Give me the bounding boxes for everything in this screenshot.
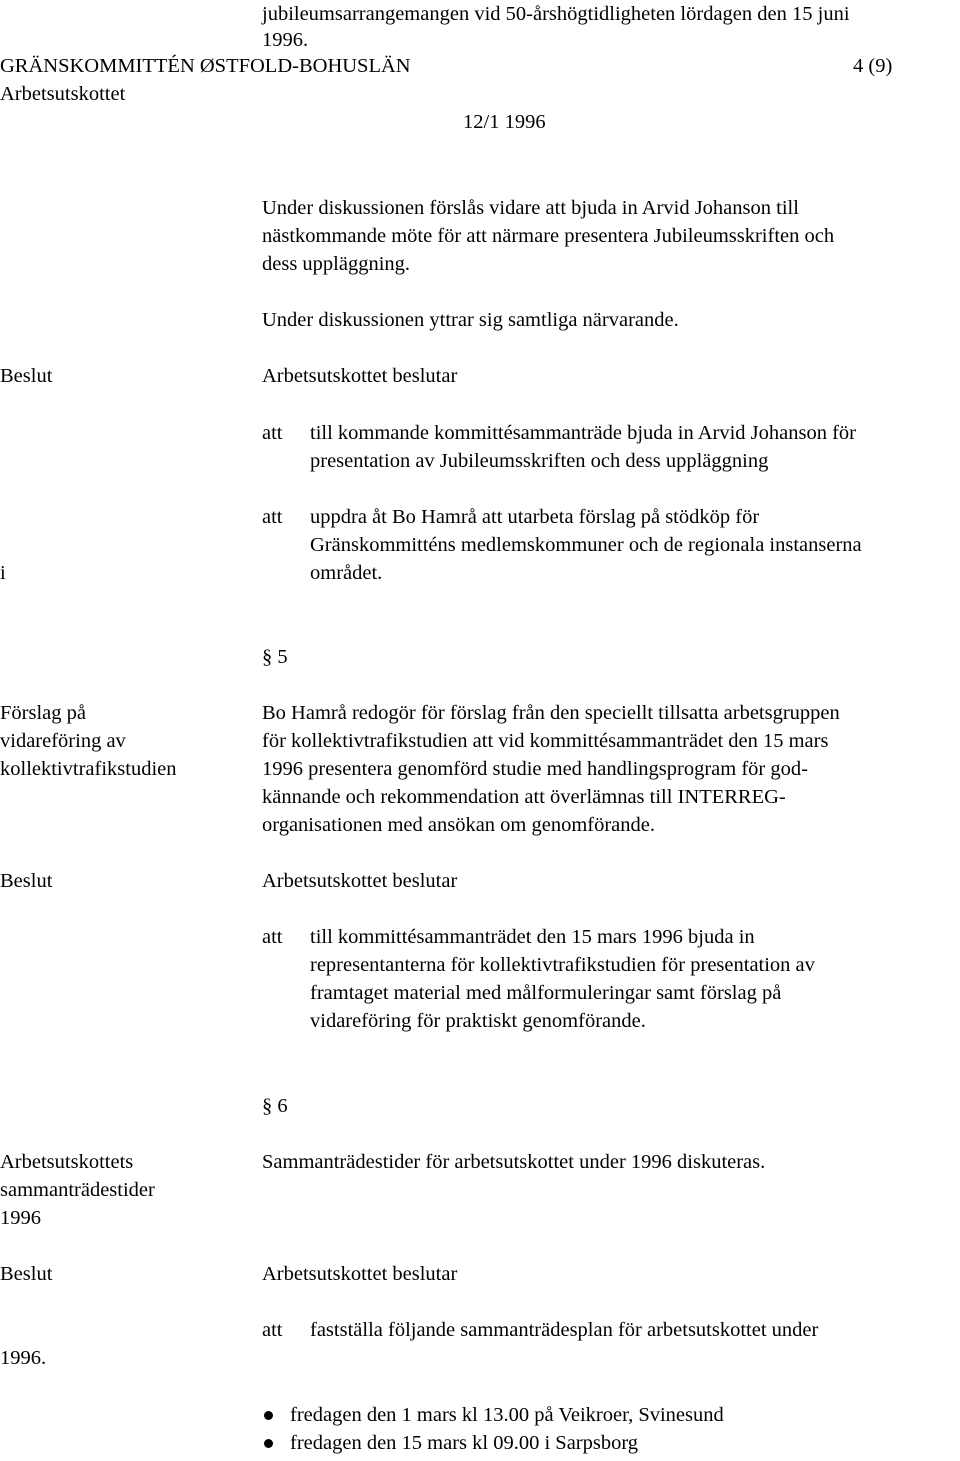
bullet-icon	[264, 1439, 273, 1448]
s5-body-line-5: organisationen med ansökan om genomförande.	[262, 814, 656, 836]
s6-decision-label: Beslut	[0, 1263, 53, 1285]
s4-decision-label: Beslut	[0, 365, 53, 387]
s6-body: Sammanträdestider för arbetsutskottet under 1996 diskuteras.	[262, 1151, 766, 1173]
s6-item-att: att	[262, 1319, 283, 1341]
s5-body-line-1: Bo Hamrå redogör för förslag från den speciellt tillsatta arbetsgruppen	[262, 702, 840, 724]
s6-bullet-1: fredagen den 1 mars kl 13.00 på Veikroer, Svinesund	[290, 1404, 724, 1426]
s4-item2-line-2: Gränskommitténs medlemskommuner och de regionala instanserna	[310, 534, 862, 556]
section-5-heading: § 5	[262, 646, 288, 668]
organization-name: GRÄNSKOMMITTÉN ØSTFOLD-BOHUSLÄN	[0, 55, 411, 77]
s5-topic-line-2: vidareföring av	[0, 730, 126, 752]
s4-item2-line-1: uppdra åt Bo Hamrå att utarbeta förslag på stödköp för	[310, 506, 760, 528]
continuation-line-2: 1996.	[262, 29, 309, 51]
s4-item2-att: att	[262, 506, 283, 528]
s5-item-line-3: framtaget material med målformuleringar samt förslag på	[310, 982, 782, 1004]
s5-decision-intro: Arbetsutskottet beslutar	[262, 870, 458, 892]
s6-item-continuation: 1996.	[0, 1347, 47, 1369]
s5-item-line-1: till kommittésammanträdet den 15 mars 1996 bjuda in	[310, 926, 755, 948]
page-number: 4 (9)	[853, 55, 893, 77]
s6-topic-line-1: Arbetsutskottets	[0, 1151, 134, 1173]
s4-item2-line-3: området.	[310, 562, 383, 584]
s4-para1-line-2: nästkommande möte för att närmare presentera Jubileumsskriften och	[262, 225, 835, 247]
s6-bullet-2: fredagen den 15 mars kl 09.00 i Sarpsborg	[290, 1432, 639, 1454]
s6-topic-line-3: 1996	[0, 1207, 41, 1229]
continuation-line-1: jubileumsarrangemangen vid 50-årshögtidligheten lördagen den 15 juni	[262, 3, 850, 25]
s5-item-line-4: vidareföring för praktiskt genomförande.	[310, 1010, 646, 1032]
s5-topic-line-1: Förslag på	[0, 702, 86, 724]
committee-name: Arbetsutskottet	[0, 83, 126, 105]
s5-body-line-3: 1996 presentera genomförd studie med handlingsprogram för god-	[262, 758, 808, 780]
s5-topic-line-3: kollektivtrafikstudien	[0, 758, 177, 780]
s5-item-line-2: representanterna för kollektivtrafikstudien för presentation av	[310, 954, 815, 976]
s4-decision-intro: Arbetsutskottet beslutar	[262, 365, 458, 387]
s5-item-att: att	[262, 926, 283, 948]
s5-body-line-4: kännande och rekommendation att överlämnas till INTERREG-	[262, 786, 786, 808]
section-6-heading: § 6	[262, 1095, 288, 1117]
s4-para1-line-1: Under diskussionen förslås vidare att bjuda in Arvid Johanson till	[262, 197, 799, 219]
s5-body-line-2: för kollektivtrafikstudien att vid kommittésammanträdet den 15 mars	[262, 730, 829, 752]
s4-stray-i: i	[0, 562, 6, 584]
s6-topic-line-2: sammanträdestider	[0, 1179, 155, 1201]
s4-para1-line-3: dess uppläggning.	[262, 253, 411, 275]
s4-item1-line-1: till kommande kommittésammanträde bjuda in Arvid Johanson för	[310, 422, 857, 444]
bullet-icon	[264, 1411, 273, 1420]
s5-decision-label: Beslut	[0, 870, 53, 892]
s6-decision-intro: Arbetsutskottet beslutar	[262, 1263, 458, 1285]
s4-item1-att: att	[262, 422, 283, 444]
s4-para2: Under diskussionen yttrar sig samtliga närvarande.	[262, 309, 679, 331]
document-date: 12/1 1996	[463, 111, 546, 133]
s4-item1-line-2: presentation av Jubileumsskriften och dess uppläggning	[310, 450, 769, 472]
s6-item-text: fastställa följande sammanträdesplan för arbetsutskottet under	[310, 1319, 819, 1341]
